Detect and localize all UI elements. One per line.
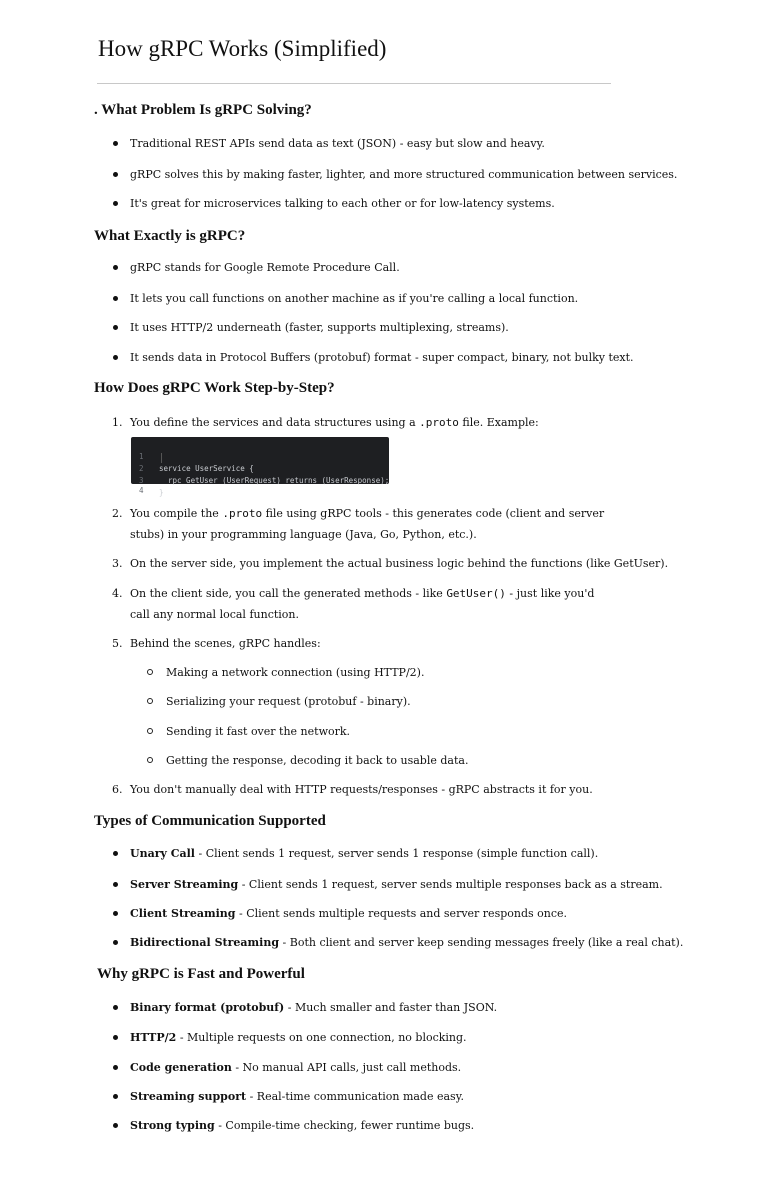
bullet (113, 355, 118, 360)
bullet (113, 940, 118, 945)
sub-list-item: Sending it fast over the network. (166, 725, 351, 738)
bullet (113, 201, 118, 206)
bullet (113, 1123, 118, 1128)
bullet (113, 851, 118, 856)
code-text: rpc GetUser (UserRequest) returns (UserResponse); (168, 476, 390, 485)
inline-code: .proto (419, 416, 459, 429)
bullet (113, 1065, 118, 1070)
step-5-text: Behind the scenes, gRPC handles: (130, 637, 321, 650)
list-item: It's great for microservices talking to each other or for low-latency systems. (130, 197, 555, 210)
list-item: HTTP/2 - Multiple requests on one connection, no blocking. (130, 1031, 467, 1044)
list-item: It lets you call functions on another machine as if you're calling a local function. (130, 292, 579, 305)
step-1-text: You define the services and data structures using a .proto file. Example: (130, 416, 539, 429)
list-item: Client Streaming - Client sends multiple requests and server responds once. (130, 907, 568, 920)
step-2-text: You compile the .proto file using gRPC tools - this generates code (client and server stubs) in your programming language (Java, Go, Python, etc.). (130, 507, 605, 541)
list-item: Strong typing - Compile-time checking, fewer runtime bugs. (130, 1119, 475, 1132)
sub-list-item: Getting the response, decoding it back to usable data. (166, 754, 469, 767)
line-number: 2 (139, 464, 144, 473)
list-item: Code generation - No manual API calls, just call methods. (130, 1061, 462, 1074)
list-item: gRPC solves this by making faster, lighter, and more structured communication between services. (130, 168, 678, 181)
sub-list-item: Making a network connection (using HTTP/2). (166, 666, 425, 679)
sub-bullet (147, 698, 153, 704)
section-heading-why: Why gRPC is Fast and Powerful (97, 966, 305, 982)
bullet (113, 1035, 118, 1040)
bullet (113, 296, 118, 301)
list-item: It sends data in Protocol Buffers (protobuf) format - super compact, binary, not bulky text. (130, 351, 634, 364)
list-item: Binary format (protobuf) - Much smaller and faster than JSON. (130, 1001, 498, 1014)
inline-code: GetUser() (446, 587, 506, 600)
code-text: service UserService { (159, 464, 254, 473)
step-6-text: You don't manually deal with HTTP requests/responses - gRPC abstracts it for you. (130, 783, 593, 796)
line-number: 3 (139, 476, 144, 485)
inline-code: .proto (222, 507, 263, 520)
sub-bullet (147, 669, 153, 675)
step-number: 4. (112, 587, 123, 600)
sub-bullet (147, 728, 153, 734)
bullet (113, 325, 118, 330)
section-heading-problem: . What Problem Is gRPC Solving? (94, 102, 312, 118)
step-number: 1. (112, 416, 123, 429)
bullet (113, 882, 118, 887)
step-4-text: On the client side, you call the generated methods - like GetUser() - just like you'd call any normal local function. (130, 587, 595, 621)
step-number: 2. (112, 507, 123, 520)
list-item: Traditional REST APIs send data as text (JSON) - easy but slow and heavy. (130, 137, 545, 150)
bullet (113, 1094, 118, 1099)
section-heading-types: Types of Communication Supported (94, 813, 326, 829)
bullet (113, 265, 118, 270)
list-item: It uses HTTP/2 underneath (faster, supports multiplexing, streams). (130, 321, 509, 334)
code-text: } (159, 488, 164, 497)
section-heading-steps: How Does gRPC Work Step-by-Step? (94, 380, 335, 396)
list-item: Bidirectional Streaming - Both client and server keep sending messages freely (like a real chat). (130, 936, 684, 949)
step-3-text: On the server side, you implement the actual business logic behind the functions (like GetUser). (130, 557, 669, 570)
code-line (131, 473, 389, 495)
step-number: 6. (112, 783, 123, 796)
indent-guide (161, 453, 162, 463)
sub-bullet (147, 757, 153, 763)
bullet (113, 172, 118, 177)
line-number: 1 (139, 452, 144, 461)
line-number: 4 (139, 486, 144, 495)
bullet (113, 141, 118, 146)
list-item: Unary Call - Client sends 1 request, server sends 1 response (simple function call). (130, 847, 599, 860)
title-divider (97, 83, 611, 84)
page-title: How gRPC Works (Simplified) (98, 36, 387, 61)
sub-list-item: Serializing your request (protobuf - binary). (166, 695, 411, 708)
code-line (131, 439, 389, 473)
list-item: Streaming support - Real-time communication made easy. (130, 1090, 464, 1103)
bullet (113, 911, 118, 916)
list-item: Server Streaming - Client sends 1 request, server sends multiple responses back as a stream. (130, 878, 663, 891)
step-number: 3. (112, 557, 123, 570)
step-number: 5. (112, 637, 123, 650)
code-block (131, 437, 390, 497)
bullet (113, 1005, 118, 1010)
section-heading-what: What Exactly is gRPC? (94, 228, 246, 244)
list-item: gRPC stands for Google Remote Procedure Call. (130, 261, 400, 274)
